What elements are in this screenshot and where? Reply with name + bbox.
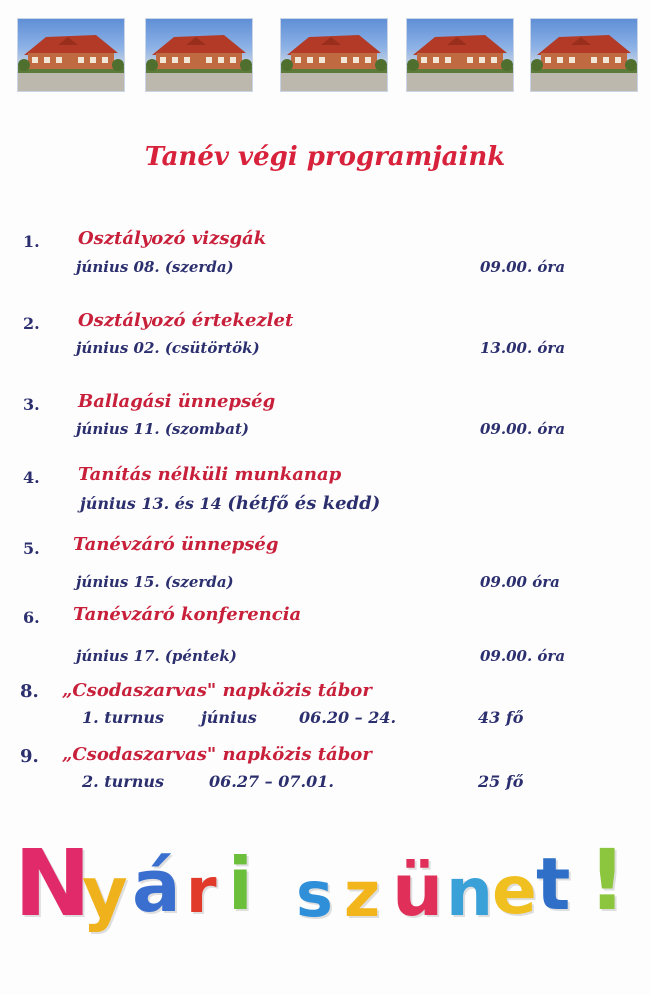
item-number: 6. — [23, 608, 40, 627]
banner-letter: t — [536, 842, 571, 926]
banner-letter: ü — [392, 848, 444, 932]
banner-letter: n — [446, 854, 493, 931]
banner-letter: y — [82, 852, 128, 934]
event-time: 13.00. óra — [480, 339, 566, 357]
event-name: Tanévzáró konferencia — [73, 604, 302, 625]
camp-headcount: 25 fő — [478, 772, 524, 791]
event-date: június 15. (szerda) — [76, 573, 234, 591]
banner-letter: s — [296, 858, 333, 931]
event-time: 09.00. óra — [480, 420, 566, 438]
camp-headcount: 43 fő — [478, 708, 524, 727]
event-name: „Csodaszarvas" napközis tábor — [62, 744, 372, 765]
banner-letter: z — [344, 858, 381, 931]
item-number: 1. — [23, 232, 40, 251]
item-number: 9. — [20, 746, 39, 767]
item-number: 2. — [23, 314, 40, 333]
item-number: 8. — [20, 681, 39, 702]
camp-turnus: 2. turnus — [82, 772, 164, 791]
banner-letter: i — [228, 842, 253, 926]
event-date-days: június 13. és 14 — [80, 494, 222, 513]
event-name: Tanévzáró ünnepség — [73, 534, 279, 555]
banner-letter: ! — [588, 831, 627, 929]
event-date: június 08. (szerda) — [76, 258, 234, 276]
event-name: Osztályozó értekezlet — [78, 310, 294, 331]
page-title: Tanév végi programjaink — [144, 142, 506, 172]
camp-month: június — [201, 708, 257, 727]
camp-turnus: 1. turnus — [82, 708, 164, 727]
event-date: június 17. (péntek) — [76, 647, 237, 665]
school-photo — [280, 18, 388, 92]
banner-letter: N — [14, 830, 91, 937]
item-number: 5. — [23, 539, 40, 558]
school-photo — [17, 18, 125, 92]
school-photo — [145, 18, 253, 92]
item-number: 4. — [23, 468, 40, 487]
banner-letter: e — [492, 852, 537, 929]
event-time: 09.00. óra — [480, 258, 566, 276]
camp-dates: 06.27 – 07.01. — [209, 772, 334, 791]
summer-holiday-banner — [14, 830, 634, 958]
event-time: 09.00 óra — [480, 573, 560, 591]
event-name: Ballagási ünnepség — [78, 391, 276, 412]
banner-letter: á — [132, 844, 181, 928]
event-name: Tanítás nélküli munkanap — [78, 464, 342, 485]
school-photo — [406, 18, 514, 92]
event-date-weekdays: (hétfő és kedd) — [227, 493, 381, 514]
camp-dates: 06.20 – 24. — [299, 708, 397, 727]
event-name: Osztályozó vizsgák — [78, 228, 267, 249]
school-photo — [530, 18, 638, 92]
event-date: június 11. (szombat) — [76, 420, 249, 438]
event-name: „Csodaszarvas" napközis tábor — [62, 680, 372, 701]
event-date — [80, 493, 380, 514]
banner-letter: r — [186, 854, 217, 927]
item-number: 3. — [23, 395, 40, 414]
event-date: június 02. (csütörtök) — [76, 339, 260, 357]
event-time: 09.00. óra — [480, 647, 566, 665]
